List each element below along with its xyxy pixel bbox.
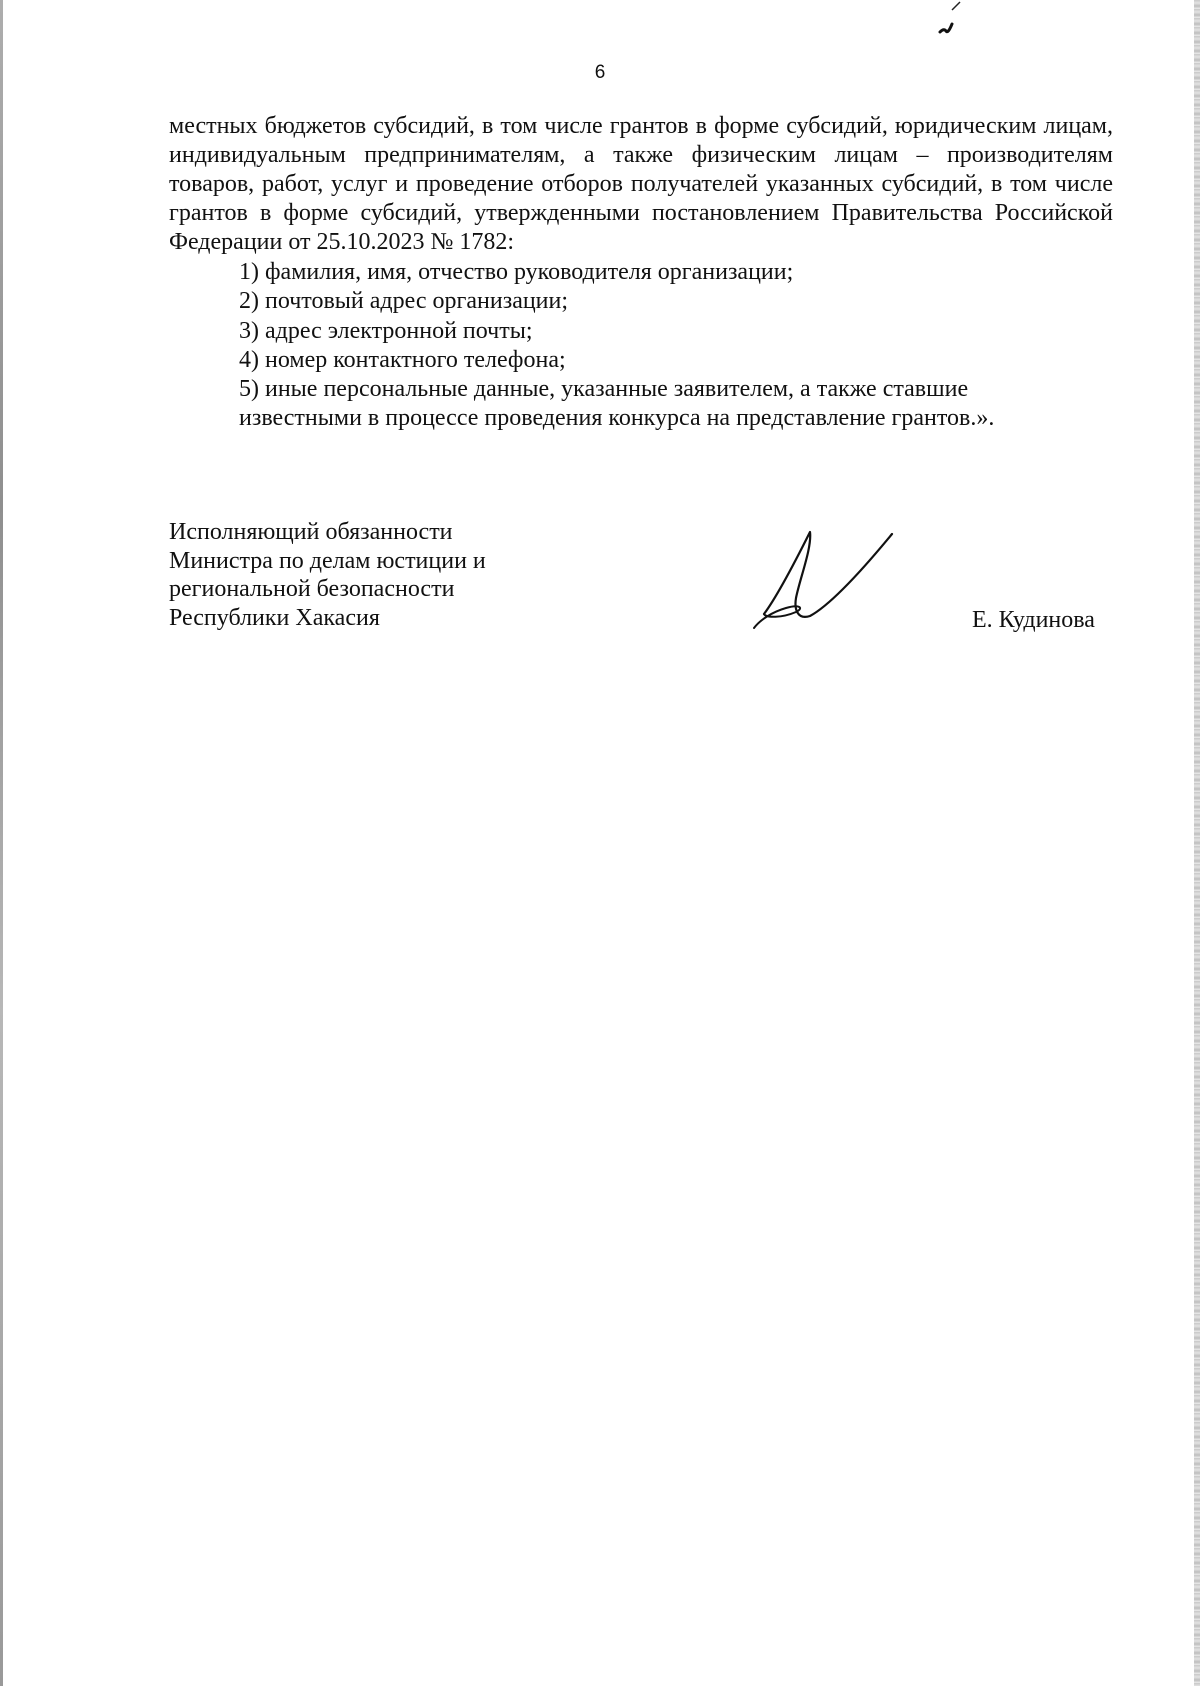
signatory-title — [169, 518, 486, 632]
signatory-title-line: Министра по делам юстиции и — [169, 547, 486, 574]
list-item: 4) номер контактного телефона; — [239, 346, 566, 373]
list-item: 2) почтовый адрес организации; — [239, 288, 569, 315]
body-paragraph: местных бюджетов субсидий, в том числе грантов в форме субсидий, юридическим лицам, индивидуальным предпринимателям, а также физическим лицам – производителям товаров, работ, услуг и проведение отборов получателей указанных субсидий, в том числе грантов в форме субсидий, утвержденными постановлением Правительства Российской Федерации от 25.10.2023 № 1782: — [169, 113, 1113, 255]
signatory-title-line: Исполняющий обязанности — [169, 519, 453, 545]
signatory-title-line: Республики Хакасия — [169, 604, 380, 631]
page-number: 6 — [594, 62, 606, 83]
handwritten-signature — [752, 528, 902, 630]
list-item: 5) иные персональные данные, указанные заявителем, а также ставшие — [239, 376, 969, 403]
personal-data-list — [239, 258, 1099, 434]
scan-left-edge — [0, 0, 3, 1686]
signatory-title-line: региональной безопасности — [169, 576, 455, 602]
corner-ink-mark — [930, 0, 966, 40]
signer-name: Е. Кудинова — [972, 607, 1095, 633]
list-item-continuation: известными в процессе проведения конкурса на представление грантов.». — [239, 405, 995, 432]
list-item: 3) адрес электронной почты; — [239, 317, 533, 344]
scan-right-edge — [1194, 0, 1200, 1686]
list-item: 1) фамилия, имя, отчество руководителя организации; — [239, 259, 794, 285]
